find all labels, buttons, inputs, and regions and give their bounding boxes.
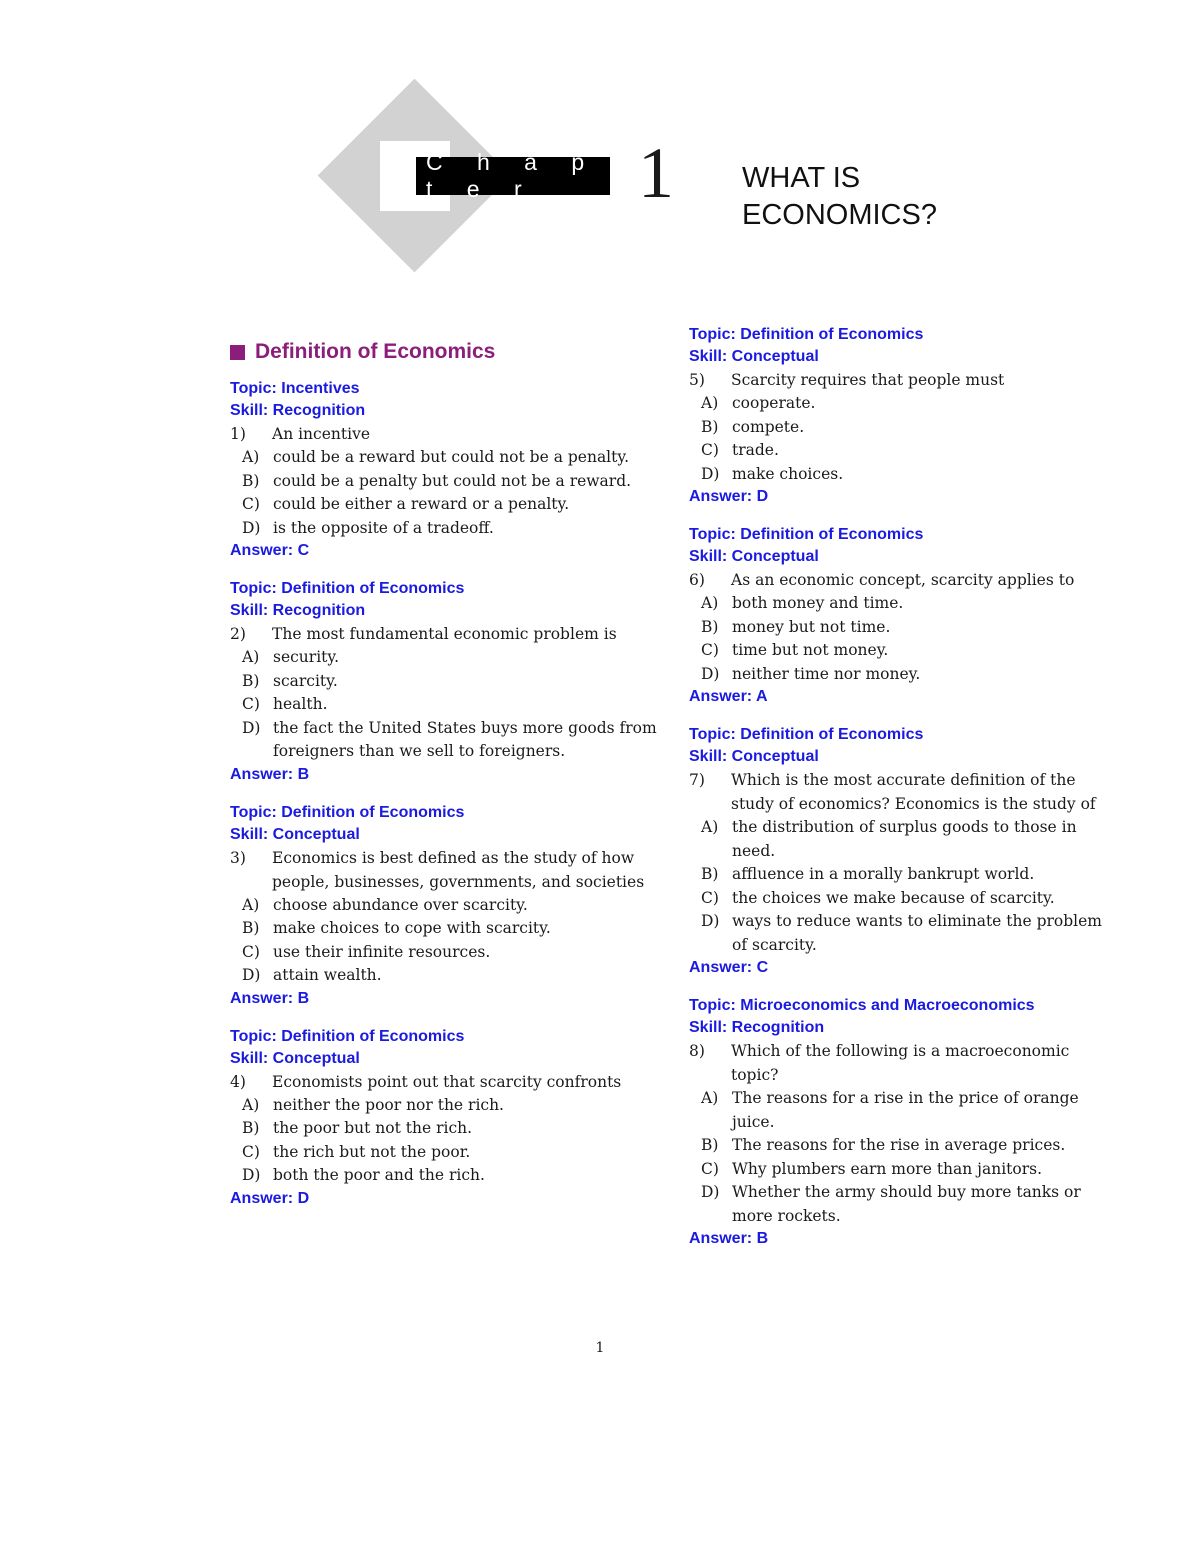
- question-topic: Topic: Microeconomics and Macroeconomics: [689, 997, 1035, 1014]
- question-stem: [689, 768, 1119, 816]
- question-topic: Topic: Definition of Economics: [230, 803, 465, 821]
- option-text: make choices to cope with scarcity.: [273, 919, 551, 937]
- option-letter: B): [242, 671, 260, 690]
- option-letter: C): [242, 1142, 260, 1161]
- answer-option: [689, 1134, 1119, 1158]
- answer-option: [230, 964, 660, 988]
- answer-option: [230, 1141, 660, 1165]
- option-text: The reasons for the rise in average prices.: [732, 1136, 1066, 1154]
- option-text: both money and time.: [732, 594, 904, 612]
- chapter-number: 1: [638, 133, 674, 213]
- question-answer: Answer: C: [689, 959, 769, 976]
- left-column: [230, 340, 660, 1226]
- option-letter: A): [701, 1089, 719, 1107]
- option-letter: D): [242, 966, 261, 984]
- option-text: the poor but not the rich.: [273, 1119, 473, 1137]
- option-letter: B): [701, 617, 719, 636]
- question-text: Scarcity requires that people must: [731, 371, 1005, 389]
- option-letter: C): [701, 641, 719, 659]
- question-number: 3): [230, 848, 246, 867]
- option-text: the distribution of surplus goods to those in need.: [732, 818, 1077, 860]
- option-text: affluence in a morally bankrupt world.: [732, 865, 1035, 883]
- option-letter: C): [701, 441, 719, 459]
- question-block: [689, 995, 1119, 1250]
- option-text: Whether the army should buy more tanks or more rockets.: [732, 1183, 1081, 1225]
- question-answer: Answer: B: [230, 989, 310, 1007]
- chapter-title: [742, 160, 937, 234]
- question-skill: Skill: Recognition: [230, 602, 366, 619]
- option-text: scarcity.: [273, 671, 338, 690]
- option-text: choose abundance over scarcity.: [273, 895, 528, 914]
- option-text: money but not time.: [732, 617, 891, 636]
- option-letter: C): [701, 888, 719, 907]
- answer-option: [230, 1094, 660, 1118]
- option-letter: A): [242, 1095, 260, 1114]
- option-text: could be either a reward or a penalty.: [273, 495, 570, 513]
- option-letter: C): [701, 1159, 719, 1178]
- question-topic: Topic: Incentives: [230, 380, 360, 397]
- option-text: neither time nor money.: [732, 664, 921, 683]
- option-text: the fact the United States buys more goods from foreigners than we sell to foreigners.: [273, 718, 657, 760]
- answer-option: [230, 894, 660, 918]
- option-text: Why plumbers earn more than janitors.: [732, 1159, 1043, 1178]
- option-letter: D): [701, 664, 720, 683]
- option-text: is the opposite of a tradeoff.: [273, 518, 494, 537]
- answer-option: [689, 1181, 1119, 1228]
- answer-option: [230, 670, 660, 694]
- question-skill: Skill: Conceptual: [689, 548, 819, 565]
- option-letter: D): [242, 518, 261, 537]
- question-number: 4): [230, 1072, 246, 1091]
- option-text: attain wealth.: [273, 966, 382, 984]
- option-letter: C): [242, 495, 260, 513]
- question-text: The most fundamental economic problem is: [272, 625, 617, 643]
- answer-option: [230, 941, 660, 965]
- answer-option: [230, 470, 660, 494]
- answer-option: [230, 917, 660, 941]
- question-topic: Topic: Definition of Economics: [689, 726, 924, 743]
- question-block: [230, 378, 660, 562]
- question-number: 8): [689, 1042, 705, 1060]
- option-letter: B): [701, 417, 719, 436]
- option-text: could be a reward but could not be a penalty.: [273, 448, 629, 466]
- chapter-title-line2: ECONOMICS?: [742, 199, 937, 231]
- question-number: 6): [689, 571, 705, 589]
- question-answer: Answer: B: [689, 1230, 769, 1247]
- option-text: the choices we make because of scarcity.: [732, 888, 1055, 907]
- question-stem: [689, 1039, 1119, 1087]
- answer-option: [230, 717, 660, 764]
- question-skill: Skill: Conceptual: [689, 748, 819, 765]
- option-letter: A): [242, 448, 260, 466]
- question-block: [689, 724, 1119, 979]
- option-letter: B): [701, 1136, 719, 1154]
- question-block: [689, 324, 1119, 508]
- page-number: 1: [595, 1340, 605, 1356]
- question-number: 2): [230, 625, 246, 643]
- option-letter: D): [242, 718, 261, 737]
- question-answer: Answer: D: [689, 488, 769, 505]
- question-block: [230, 1026, 660, 1210]
- question-stem: [689, 368, 1119, 392]
- option-letter: A): [242, 648, 260, 666]
- answer-option: [230, 517, 660, 541]
- question-stem: [689, 568, 1119, 592]
- question-skill: Skill: Conceptual: [230, 825, 360, 843]
- option-text: health.: [273, 695, 328, 713]
- answer-option: [689, 887, 1119, 911]
- question-text: Economics is best defined as the study of how people, businesses, governments, and societies: [272, 848, 645, 891]
- option-letter: A): [701, 594, 719, 612]
- question-skill: Skill: Recognition: [689, 1019, 825, 1036]
- question-text: Which of the following is a macroeconomic topic?: [731, 1042, 1070, 1084]
- question-block: [230, 802, 660, 1010]
- answer-option: [230, 446, 660, 470]
- answer-option: [689, 392, 1119, 416]
- option-text: security.: [273, 648, 340, 666]
- question-number: 7): [689, 771, 705, 789]
- option-text: time but not money.: [732, 641, 889, 659]
- question-stem: [230, 622, 660, 646]
- answer-option: [230, 693, 660, 717]
- answer-option: [230, 1117, 660, 1141]
- option-letter: B): [242, 919, 260, 937]
- answer-option: [689, 910, 1119, 957]
- option-text: compete.: [732, 417, 805, 436]
- answer-option: [689, 416, 1119, 440]
- question-number: 1): [230, 425, 246, 443]
- option-text: could be a penalty but could not be a reward.: [273, 471, 632, 490]
- option-text: trade.: [732, 441, 779, 459]
- option-letter: D): [701, 1183, 720, 1201]
- option-text: the rich but not the poor.: [273, 1142, 471, 1161]
- question-topic: Topic: Definition of Economics: [230, 580, 465, 597]
- question-text: An incentive: [272, 425, 370, 443]
- option-text: neither the poor nor the rich.: [273, 1095, 504, 1114]
- option-letter: C): [242, 942, 260, 961]
- answer-option: [689, 463, 1119, 487]
- answer-option: [230, 646, 660, 670]
- question-block: [230, 578, 660, 786]
- option-text: use their infinite resources.: [273, 942, 491, 961]
- option-letter: A): [701, 818, 719, 836]
- chapter-label: C h a p t e r: [416, 157, 610, 195]
- question-answer: Answer: A: [689, 688, 768, 705]
- option-letter: D): [701, 464, 720, 483]
- question-stem: [230, 1070, 660, 1094]
- question-skill: Skill: Conceptual: [689, 348, 819, 365]
- chapter-title-line1: WHAT IS: [742, 162, 861, 194]
- option-letter: B): [701, 865, 719, 883]
- option-letter: D): [701, 912, 720, 930]
- option-letter: B): [242, 471, 260, 490]
- option-text: cooperate.: [732, 394, 816, 412]
- question-answer: Answer: B: [230, 765, 310, 783]
- question-text: Economists point out that scarcity confronts: [272, 1072, 622, 1091]
- answer-option: [689, 592, 1119, 616]
- option-text: The reasons for a rise in the price of orange juice.: [732, 1089, 1079, 1131]
- option-text: both the poor and the rich.: [273, 1166, 485, 1184]
- answer-option: [689, 616, 1119, 640]
- answer-option: [689, 1087, 1119, 1134]
- question-answer: Answer: C: [230, 542, 310, 559]
- answer-option: [689, 1158, 1119, 1182]
- section-heading-text: Definition of Economics: [255, 340, 496, 363]
- question-text: Which is the most accurate definition of the study of economics? Economics is the study of: [731, 771, 1096, 813]
- option-letter: A): [701, 394, 719, 412]
- answer-option: [689, 863, 1119, 887]
- question-block: [689, 524, 1119, 708]
- question-number: 5): [689, 371, 705, 389]
- question-text: As an economic concept, scarcity applies to: [731, 571, 1075, 589]
- option-letter: A): [242, 895, 260, 914]
- section-heading: [230, 340, 660, 364]
- question-answer: Answer: D: [230, 1189, 310, 1207]
- question-stem: [230, 422, 660, 446]
- answer-option: [689, 639, 1119, 663]
- question-topic: Topic: Definition of Economics: [689, 526, 924, 543]
- option-text: ways to reduce wants to eliminate the problem of scarcity.: [732, 912, 1103, 954]
- answer-option: [689, 663, 1119, 687]
- answer-option: [689, 439, 1119, 463]
- answer-option: [230, 493, 660, 517]
- section-square-icon: [230, 345, 245, 360]
- answer-option: [689, 816, 1119, 863]
- option-letter: C): [242, 695, 260, 713]
- option-letter: D): [242, 1166, 261, 1184]
- option-letter: B): [242, 1119, 260, 1137]
- answer-option: [230, 1164, 660, 1188]
- question-skill: Skill: Recognition: [230, 402, 366, 419]
- right-column: [689, 324, 1119, 1266]
- question-stem: [230, 846, 660, 894]
- question-skill: Skill: Conceptual: [230, 1049, 360, 1067]
- question-topic: Topic: Definition of Economics: [689, 326, 924, 343]
- question-topic: Topic: Definition of Economics: [230, 1027, 465, 1045]
- option-text: make choices.: [732, 464, 844, 483]
